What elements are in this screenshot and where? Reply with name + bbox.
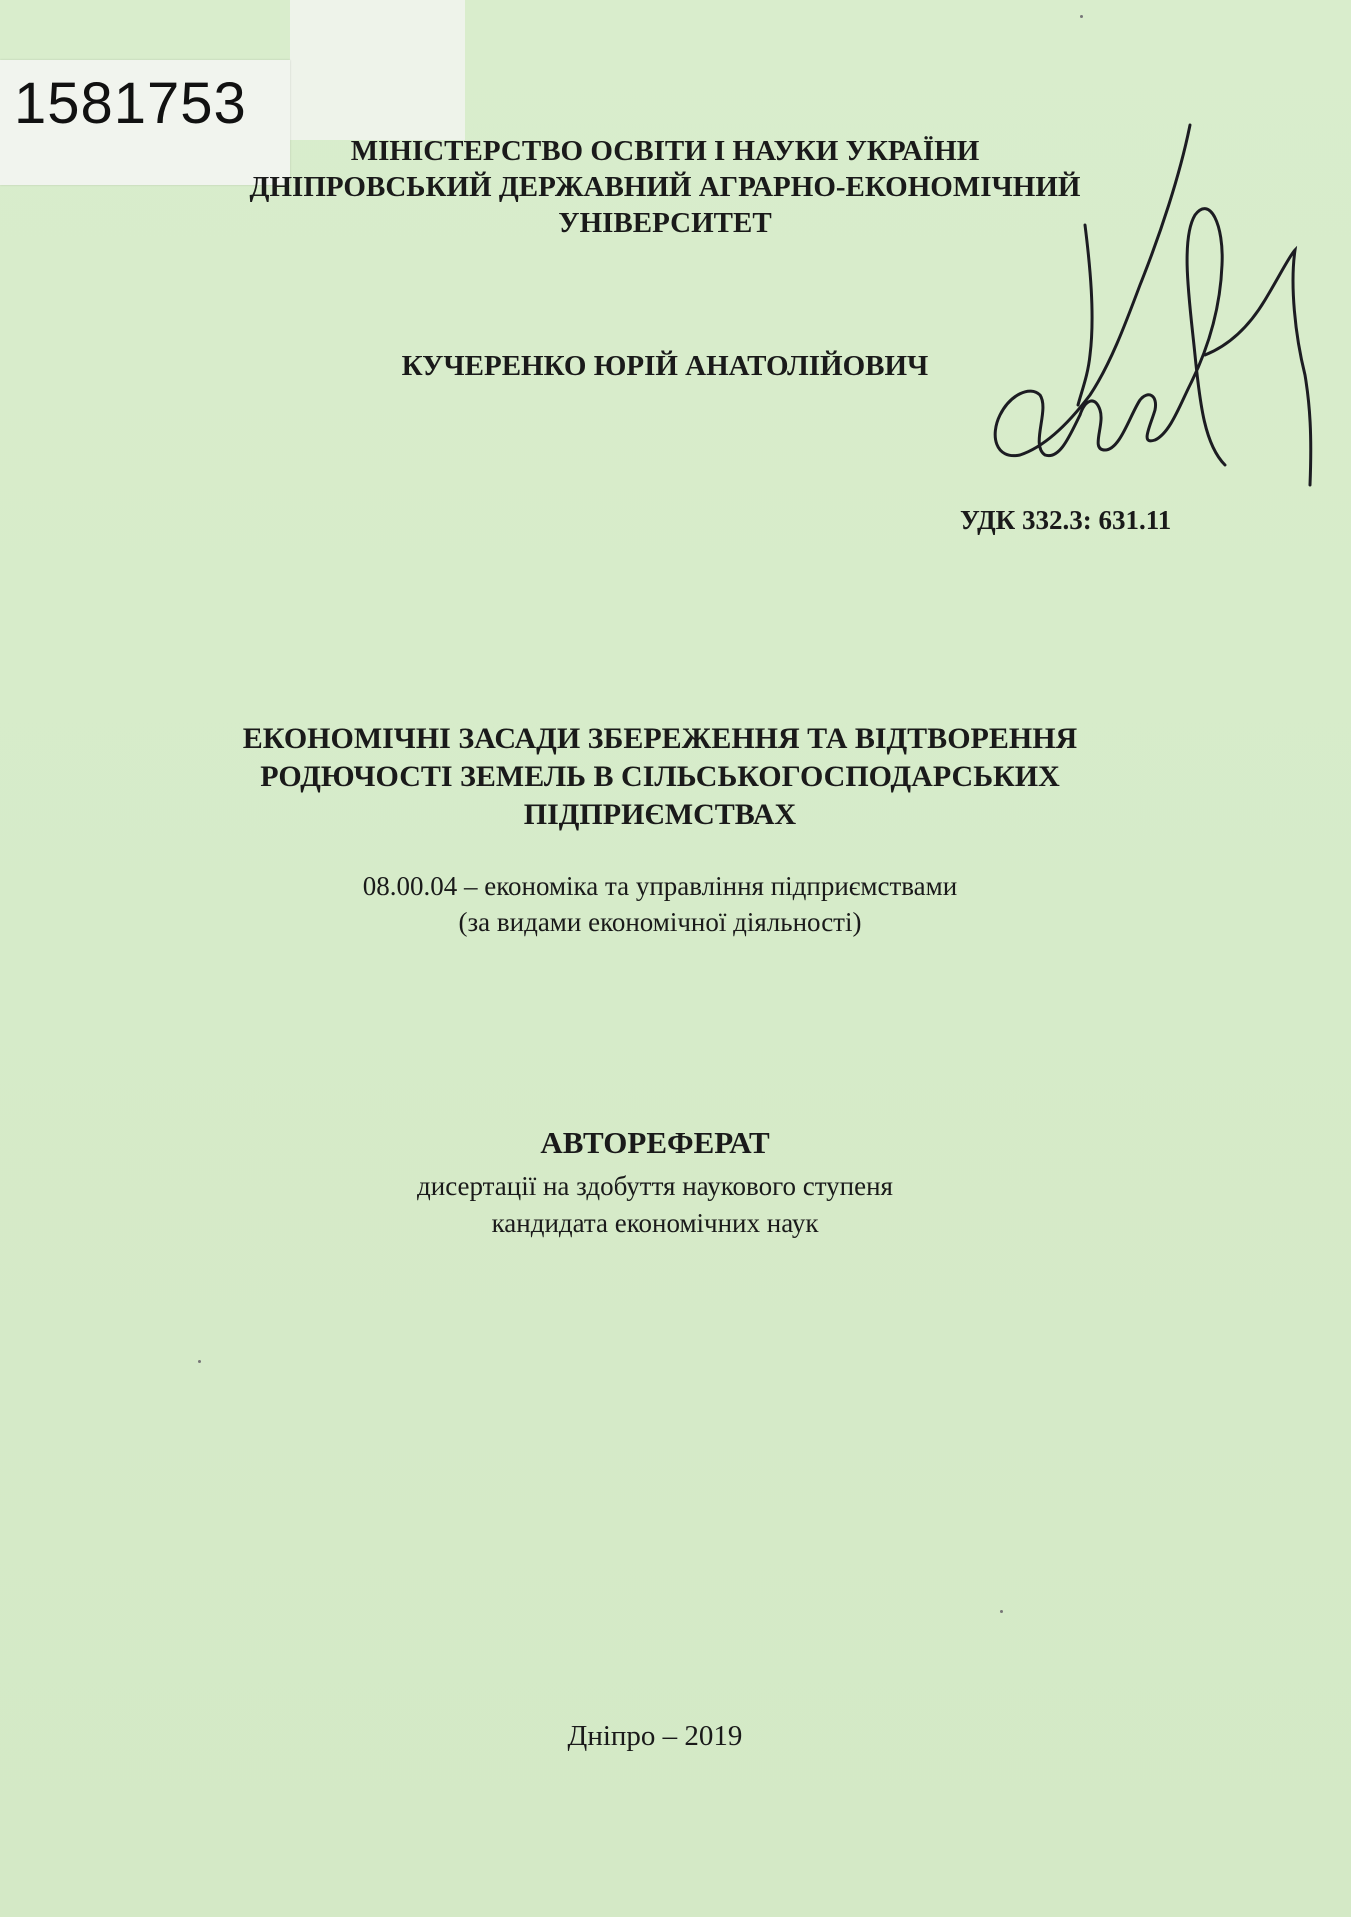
specialty-block (0, 868, 1320, 940)
paper-speck (1080, 15, 1083, 18)
library-sticker-upper (290, 0, 465, 140)
title-line-1: ЕКОНОМІЧНІ ЗАСАДИ ЗБЕРЕЖЕННЯ ТА ВІДТВОРЕННЯ (242, 722, 1078, 755)
abstract-label: АВТОРЕФЕРАТ (540, 1125, 770, 1160)
university-line-1: ДНІПРОВСЬКИЙ ДЕРЖАВНИЙ АГРАРНО-ЕКОНОМІЧНИЙ (249, 171, 1081, 203)
paper-speck (1000, 1610, 1003, 1613)
specialty-line-1: 08.00.04 – економіка та управління підприємствами (362, 871, 958, 901)
accession-number: 1581753 (14, 71, 247, 136)
abstract-description (0, 1168, 1310, 1242)
ministry-line: МІНІСТЕРСТВО ОСВІТИ І НАУКИ УКРАЇНИ (350, 135, 980, 167)
abstract-line-1: дисертації на здобуття наукового ступеня (417, 1171, 893, 1201)
author-name: КУЧЕРЕНКО ЮРІЙ АНАТОЛІЙОВИЧ (401, 350, 929, 382)
udk-code: УДК 332.3: 631.11 (960, 505, 1172, 535)
university-line-2: УНІВЕРСИТЕТ (558, 207, 772, 239)
place-year: Дніпро – 2019 (567, 1720, 743, 1752)
handwritten-signature (990, 115, 1320, 495)
thesis-title (0, 720, 1320, 834)
title-line-3: ПІДПРИЄМСТВАХ (523, 798, 797, 831)
specialty-line-2: (за видами економічної діяльності) (458, 907, 862, 937)
title-line-2: РОДЮЧОСТІ ЗЕМЕЛЬ В СІЛЬСЬКОГОСПОДАРСЬКИХ (260, 760, 1060, 793)
paper-speck (198, 1360, 201, 1363)
abstract-line-2: кандидата економічних наук (491, 1208, 819, 1238)
